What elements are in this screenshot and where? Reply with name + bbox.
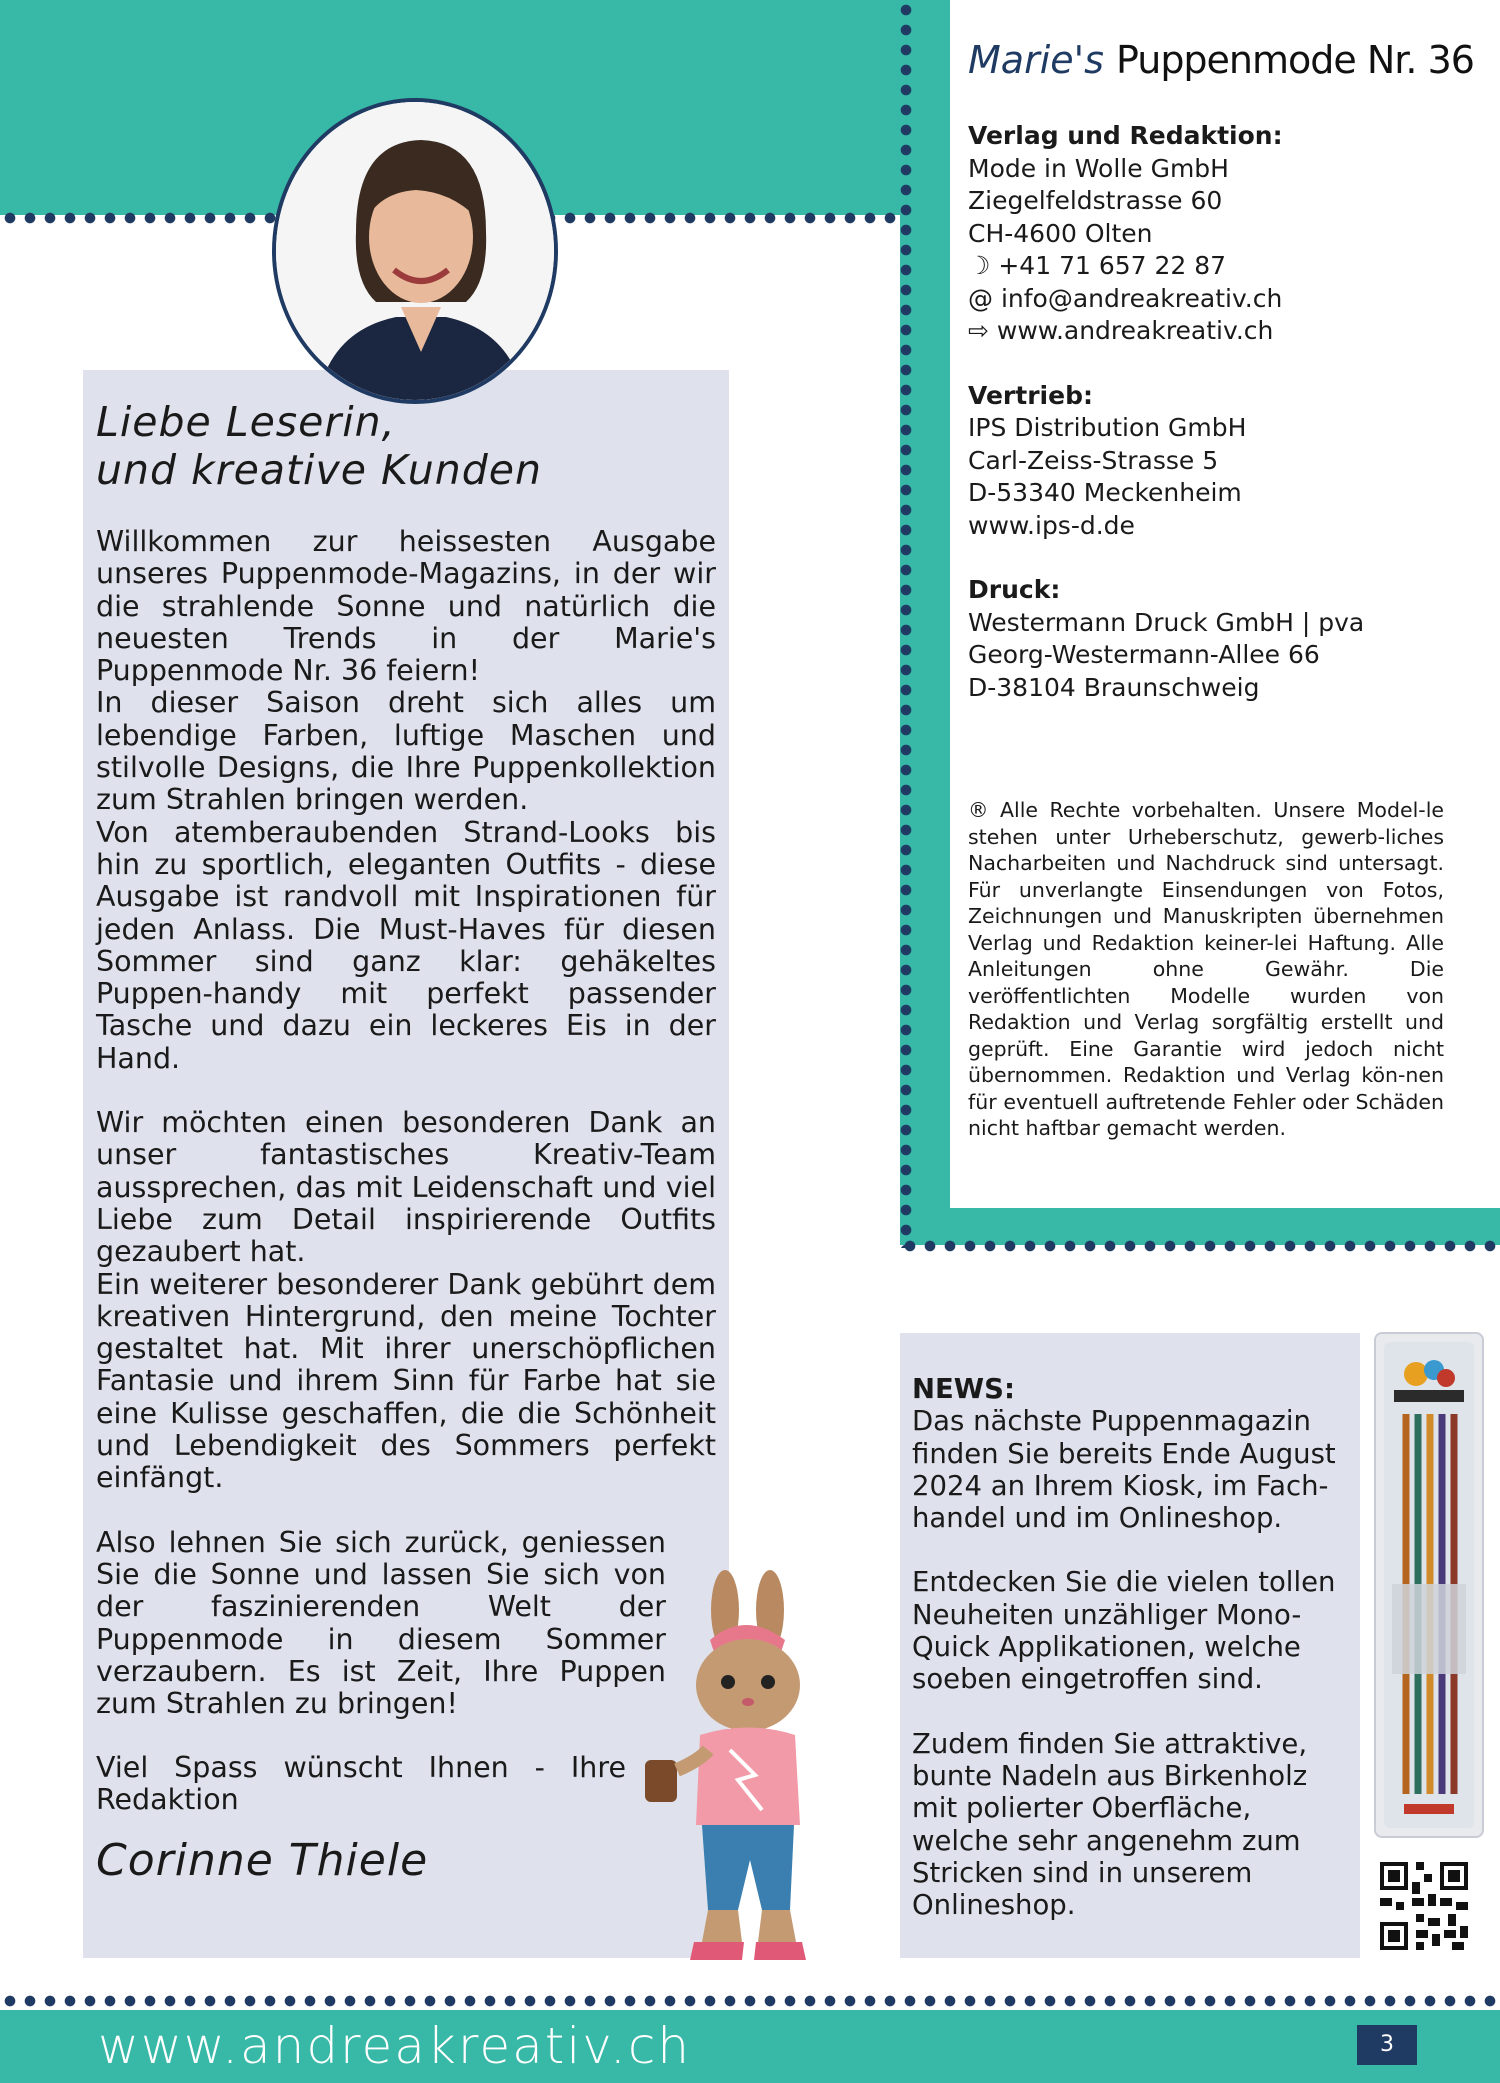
salutation-line-1: Liebe Leserin,	[96, 398, 396, 446]
distribution-line: Carl-Zeiss-Strasse 5	[968, 445, 1219, 475]
news-paragraph: Entdecken Sie die vielen tollen Neuheiten unzähliger Mono-Quick Applikationen, welche soeben eingetroffen sind.	[912, 1566, 1336, 1696]
print-block	[968, 574, 1448, 704]
portrait-photo-icon	[276, 102, 558, 404]
qr-code-icon	[1376, 1858, 1472, 1954]
salutation-line-2: und kreative Kunden	[96, 446, 542, 494]
email-link[interactable]: @ info@andreakreativ.ch	[968, 283, 1283, 313]
distribution-block	[968, 380, 1448, 543]
website-link[interactable]: ⇨ www.andreakreativ.ch	[968, 316, 1274, 345]
portrait-photo	[272, 98, 558, 404]
print-line: Westermann Druck GmbH | pva	[968, 607, 1365, 637]
dotted-border-imprint-left	[900, 0, 912, 1248]
publisher-block	[968, 120, 1448, 348]
editorial-paragraph: Also lehnen Sie sich zurück, geniessen Sie die Sonne und lassen Sie sich von der faszinierenden Welt der Puppenmode in diesem Sommer verzaubern. Es ist Zeit, Ihre Puppen zum Strahlen zu bringen!	[96, 1525, 666, 1721]
editorial-text	[96, 526, 716, 1752]
publisher-line: CH-4600 Olten	[968, 218, 1153, 248]
legal-notice: ® Alle Rechte vorbehalten. Unsere Model-le stehen unter Urheberschutz, gewerb-liches Nacharbeiten und Nachdruck sind untersagt. Für unverlangte Einsendungen von Fotos, Zeichnungen und Manuskripten übernehmen Verlag und Redaktion keiner-lei Haftung. Alle Anleitungen ohne Gewähr. Die veröffentlichten Modelle wurden von Redaktion und Verlag sorgfältig erstellt und geprüft. Eine Garantie wird jedoch nicht übernommen. Redaktion und Verlag kön-nen für eventuell auftretende Fehler oder Schäden nicht haftbar gemacht werden.	[968, 798, 1444, 1140]
print-line: Georg-Westermann-Allee 66	[968, 640, 1320, 669]
bunny-illustration-icon	[630, 1570, 840, 1970]
footer-website-link[interactable]: www.andreakreativ.ch	[98, 2017, 692, 2075]
distribution-line: D-53340 Meckenheim	[968, 478, 1242, 507]
publisher-line: Ziegelfeldstrasse 60	[968, 186, 1223, 215]
editorial-paragraph: Willkommen zur heissesten Ausgabe unseres Puppenmode-Magazins, in der wir die strahlende Sonne und natürlich die neuesten Trends in der Marie's Puppenmode Nr. 36 feiern! In dieser Saison dreht sich alles um lebendige Farben, luftige Maschen und stilvolle Designs, die Ihre Puppenkollektion zum Strahlen bringen werden. Von atemberaubenden Strand-Looks bis hin zu sportlich, eleganten Outfits - diese Ausgabe ist randvoll mit Inspirationen für jeden Anlass. Die Must-Haves für diesen Sommer sind ganz klar: gehäkeltes Puppen-handy mit perfekt passender Tasche und dazu ein leckeres Eis in der Hand.	[96, 525, 716, 1075]
magazine-title	[968, 38, 1474, 82]
closing-greeting: Viel Spass wünscht Ihnen - Ihre Redaktion	[96, 1751, 626, 1816]
news-paragraph: Zudem finden Sie attraktive, bunte Nadeln aus Birkenholz mit polierter Oberfläche, welche sehr angenehm zum Stricken sind in unserem Onlineshop.	[912, 1727, 1308, 1922]
print-line: D-38104 Braunschweig	[968, 672, 1260, 702]
imprint	[968, 120, 1448, 736]
brand-name: Marie's	[968, 38, 1104, 82]
page-number: 3	[1357, 2025, 1417, 2065]
salutation	[96, 398, 716, 494]
distribution-heading: Vertrieb:	[968, 380, 1093, 410]
publisher-heading: Verlag und Redaktion:	[968, 121, 1283, 150]
news-text	[912, 1373, 1352, 1953]
bunny-illustration	[630, 1570, 840, 1970]
editorial-paragraph: Wir möchten einen besonderen Dank an unser fantastisches Kreativ-Team aussprechen, das mit Leidenschaft und viel Liebe zum Detail inspirierende Outfits gezaubert hat. Ein weiterer besonderer Dank gebührt dem kreativen Hintergrund, den meine Tochter gestaltet hat. Mit ihrer unerschöpflichen Fantasie und ihrem Sinn für Farbe hat sie eine Kulisse geschaffen, die die Schönheit und Lebendigkeit des Sommers perfekt einfängt.	[96, 1106, 716, 1495]
distribution-website-link[interactable]: www.ips-d.de	[968, 510, 1135, 540]
distribution-line: IPS Distribution GmbH	[968, 413, 1247, 442]
print-heading: Druck:	[968, 575, 1061, 604]
issue-title: Puppenmode Nr. 36	[1115, 38, 1474, 82]
dotted-border-footer	[0, 1995, 1500, 2007]
phone-line: ☽ +41 71 657 22 87	[968, 251, 1227, 280]
knitting-needles-package	[1374, 1332, 1484, 1838]
qr-code[interactable]	[1376, 1858, 1472, 1954]
knitting-needles-icon	[1376, 1334, 1482, 1836]
publisher-line: Mode in Wolle GmbH	[968, 153, 1229, 183]
news-paragraph: Das nächste Puppenmagazin finden Sie bereits Ende August 2024 an Ihrem Kiosk, im Fach-handel und im Onlineshop.	[912, 1405, 1336, 1535]
news-heading: NEWS:	[912, 1373, 1015, 1405]
dotted-border-imprint-bottom	[900, 1240, 1500, 1252]
signature: Corinne Thiele	[96, 1835, 429, 1886]
